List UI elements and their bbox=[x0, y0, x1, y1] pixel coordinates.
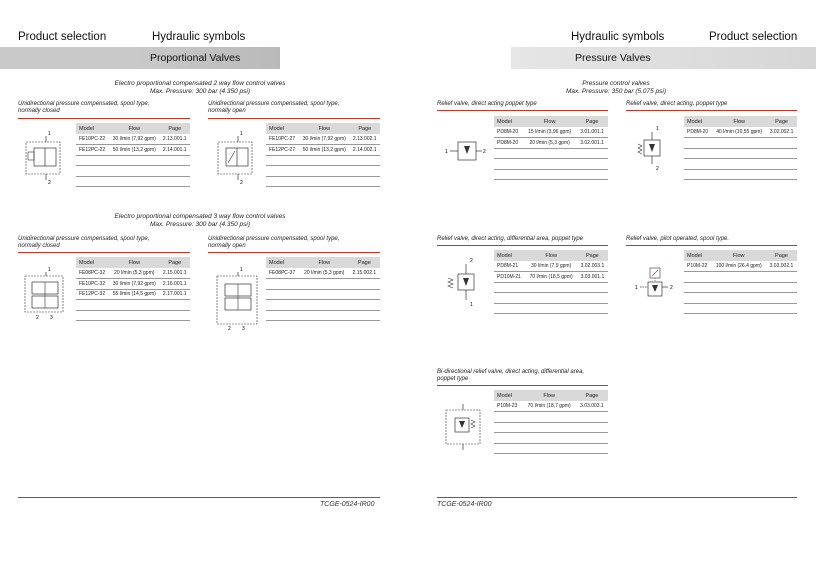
cell-page: 2.17.001.1 bbox=[160, 289, 191, 300]
cell-flow: 15 l/min (3,96 gpm) bbox=[523, 127, 576, 138]
col-flow: Flow bbox=[523, 116, 576, 127]
table-row bbox=[76, 134, 190, 145]
rblock1-title bbox=[437, 101, 617, 108]
col-flow: Flow bbox=[109, 257, 159, 268]
cell-model: FE08PC-37 bbox=[266, 268, 300, 279]
table-row bbox=[494, 127, 608, 138]
col-model: Model bbox=[684, 250, 712, 261]
rblock5-redline bbox=[437, 385, 608, 386]
rblock1-title-l1: Relief valve, direct acting poppet type bbox=[437, 101, 537, 107]
cell-page: 3.03.003.1 bbox=[576, 401, 608, 412]
cell-flow: 50 l/min (13,2 gpm) bbox=[109, 145, 159, 156]
table-row bbox=[266, 145, 380, 156]
table-row bbox=[494, 303, 608, 314]
svg-text:2: 2 bbox=[48, 180, 51, 185]
col-flow: Flow bbox=[300, 257, 349, 268]
col-flow: Flow bbox=[712, 116, 766, 127]
table-row bbox=[684, 272, 797, 283]
valve-symbol-icon bbox=[214, 266, 260, 332]
col-model: Model bbox=[494, 390, 523, 401]
col-page: Page bbox=[577, 250, 608, 261]
right-bar-label: Pressure Valves bbox=[575, 52, 651, 64]
cell-model: FE10PC-22 bbox=[76, 134, 109, 145]
table-row bbox=[494, 293, 608, 304]
table-row bbox=[266, 166, 380, 177]
valve-symbol-icon bbox=[22, 130, 66, 185]
cell-page: 2.14.002.1 bbox=[350, 145, 381, 156]
cell-model: PD8M-20 bbox=[494, 127, 523, 138]
cell-model: P10M-22 bbox=[684, 261, 712, 272]
rblock4-title bbox=[626, 236, 806, 243]
bidirectional-relief-valve-icon bbox=[443, 402, 483, 452]
rblock1-table bbox=[494, 116, 608, 180]
table-row bbox=[76, 145, 190, 156]
table-row bbox=[494, 433, 608, 444]
cell-flow: 20 l/min (5,3 gpm) bbox=[109, 268, 159, 279]
table-row bbox=[494, 261, 608, 272]
cell-flow: 55 l/min (14,5 gpm) bbox=[109, 289, 159, 300]
left-footer-line bbox=[18, 497, 380, 498]
relief-valve-icon bbox=[442, 256, 482, 310]
block4-title-l1: Unidirectional pressure compensated, spool type, bbox=[208, 236, 340, 242]
rblock2-table bbox=[684, 116, 797, 180]
svg-text:3: 3 bbox=[242, 326, 245, 332]
table-row bbox=[76, 166, 190, 177]
col-page: Page bbox=[766, 250, 797, 261]
cell-model: PD10M-21 bbox=[494, 272, 525, 283]
table-row bbox=[684, 159, 797, 170]
rblock2-redline bbox=[626, 110, 797, 111]
col-page: Page bbox=[350, 123, 381, 134]
table-row bbox=[684, 169, 797, 180]
rblock2-title-l1: Relief valve, direct acting, poppet type bbox=[626, 101, 728, 107]
col-flow: Flow bbox=[109, 123, 159, 134]
section1-title bbox=[60, 80, 340, 96]
block4-title bbox=[208, 236, 388, 250]
table-row bbox=[494, 272, 608, 283]
col-page: Page bbox=[766, 116, 797, 127]
table-row bbox=[494, 148, 608, 159]
valve-symbol-icon bbox=[214, 130, 258, 185]
rblock3-title-l1: Relief valve, direct acting, differential area, poppet type bbox=[437, 236, 584, 242]
block2-redline bbox=[208, 118, 380, 119]
col-flow: Flow bbox=[299, 123, 349, 134]
cell-flow: 70 l/min (18,7 gpm) bbox=[523, 401, 576, 412]
block1-table bbox=[76, 123, 190, 187]
cell-page: 2.15.002.1 bbox=[349, 268, 380, 279]
pilot-relief-valve-icon bbox=[632, 264, 678, 304]
table-row bbox=[494, 169, 608, 180]
table-row bbox=[494, 412, 608, 423]
rblock5-title bbox=[437, 369, 617, 383]
left-header-product-selection: Product selection bbox=[18, 31, 107, 43]
col-page: Page bbox=[576, 390, 608, 401]
cell-model: PD8M-21 bbox=[494, 261, 525, 272]
cell-page: 2.15.001.1 bbox=[160, 268, 191, 279]
table-row bbox=[684, 148, 797, 159]
rblock3-title bbox=[437, 236, 617, 243]
cell-page: 3.01.001.1 bbox=[576, 127, 608, 138]
right-header-product-selection: Product selection bbox=[709, 31, 798, 43]
cell-model: P10M-23 bbox=[494, 401, 523, 412]
col-model: Model bbox=[76, 257, 109, 268]
table-row bbox=[684, 261, 797, 272]
svg-text:1: 1 bbox=[470, 302, 473, 308]
svg-text:2: 2 bbox=[670, 285, 673, 291]
cell-page: 3.03.001.1 bbox=[577, 272, 608, 283]
block2-title-l1: Unidirectional pressure compensated, spool type, bbox=[208, 101, 340, 107]
table-row bbox=[266, 268, 380, 279]
block3-redline bbox=[18, 252, 190, 253]
block4-table bbox=[266, 257, 380, 321]
block3-table bbox=[76, 257, 190, 321]
col-page: Page bbox=[160, 257, 191, 268]
cell-model: FE12PC-27 bbox=[266, 145, 299, 156]
table-row bbox=[76, 289, 190, 300]
right-header-hydraulic-symbols: Hydraulic symbols bbox=[571, 31, 665, 43]
block1-title-l2: normally closed bbox=[18, 108, 60, 114]
table-row bbox=[76, 155, 190, 166]
table-row bbox=[684, 293, 797, 304]
cell-model: FE10PC-27 bbox=[266, 134, 299, 145]
table-row bbox=[684, 138, 797, 149]
col-flow: Flow bbox=[523, 390, 576, 401]
table-row bbox=[76, 310, 190, 321]
col-flow: Flow bbox=[525, 250, 577, 261]
table-row bbox=[76, 176, 190, 187]
svg-text:2: 2 bbox=[228, 326, 231, 332]
table-row bbox=[494, 401, 608, 412]
section1-pressure: Max. Pressure: 300 bar (4.350 psi) bbox=[149, 88, 251, 95]
rblock5-title-l1: Bi-directional relief valve, direct acting, differential area, bbox=[437, 369, 585, 375]
table-row bbox=[266, 155, 380, 166]
cell-page: 2.16.001.1 bbox=[160, 279, 191, 290]
rblock5-title-l2: poppet type bbox=[437, 376, 469, 382]
table-row bbox=[266, 279, 380, 290]
col-page: Page bbox=[349, 257, 380, 268]
svg-text:2: 2 bbox=[656, 166, 659, 172]
cell-model: FE12PC-22 bbox=[76, 145, 109, 156]
svg-text:2: 2 bbox=[240, 180, 243, 185]
cell-flow: 30 l/min (7,92 gpm) bbox=[109, 279, 159, 290]
col-page: Page bbox=[160, 123, 191, 134]
table-row bbox=[494, 443, 608, 454]
col-model: Model bbox=[494, 250, 525, 261]
relief-valve-icon bbox=[634, 124, 668, 174]
rblock3-table bbox=[494, 250, 608, 314]
rblock2-title bbox=[626, 101, 806, 108]
svg-text:1: 1 bbox=[656, 126, 659, 132]
col-flow: Flow bbox=[712, 250, 766, 261]
svg-text:1: 1 bbox=[240, 267, 243, 273]
cell-model: FE12PC-32 bbox=[76, 289, 109, 300]
cell-flow: 70 l/min (18,5 gpm) bbox=[525, 272, 577, 283]
cell-flow: 100 l/min (26,4 gpm) bbox=[712, 261, 766, 272]
table-row bbox=[266, 300, 380, 311]
block2-title bbox=[208, 101, 388, 115]
svg-text:1: 1 bbox=[48, 131, 51, 137]
rblock3-redline bbox=[437, 245, 608, 246]
table-row bbox=[494, 422, 608, 433]
col-model: Model bbox=[684, 116, 712, 127]
relief-valve-icon bbox=[444, 136, 490, 166]
svg-text:1: 1 bbox=[445, 149, 448, 155]
cell-flow: 20 l/min (5,3 gpm) bbox=[523, 138, 576, 149]
svg-text:1: 1 bbox=[240, 131, 243, 137]
right-footer-line bbox=[437, 497, 797, 498]
right-section-bar bbox=[511, 47, 816, 69]
left-footer-code: TCGE-0524-IR00 bbox=[320, 501, 375, 508]
left-bar-label: Proportional Valves bbox=[150, 52, 241, 64]
section2-pressure: Max. Pressure: 300 bar (4.350 psi) bbox=[149, 221, 251, 228]
block1-title-l1: Unidirectional pressure compensated, spool type, bbox=[18, 101, 150, 107]
section2-title bbox=[60, 213, 340, 229]
svg-text:2: 2 bbox=[470, 258, 473, 264]
block3-title-l1: Unidirectional pressure compensated, spool type, bbox=[18, 236, 150, 242]
block3-title-l2: normally closed bbox=[18, 243, 60, 249]
table-row bbox=[684, 127, 797, 138]
left-header-hydraulic-symbols: Hydraulic symbols bbox=[152, 31, 246, 43]
block1-redline bbox=[18, 118, 190, 119]
table-row bbox=[76, 268, 190, 279]
right-section-pressure: Max. Pressure: 350 bar (5.075 psi) bbox=[565, 88, 667, 95]
section2-title-text: Electro proportional compensated 3 way flow control valves bbox=[114, 213, 286, 220]
cell-flow: 30 l/min (7,92 gpm) bbox=[299, 134, 349, 145]
svg-text:2: 2 bbox=[483, 149, 486, 155]
right-section-title bbox=[476, 80, 756, 96]
table-row bbox=[76, 279, 190, 290]
rblock4-table bbox=[684, 250, 797, 314]
cell-model: FE10PC-32 bbox=[76, 279, 109, 290]
col-model: Model bbox=[494, 116, 523, 127]
col-model: Model bbox=[266, 123, 299, 134]
rblock1-redline bbox=[437, 110, 608, 111]
col-model: Model bbox=[266, 257, 300, 268]
cell-page: 2.14.001.1 bbox=[160, 145, 191, 156]
table-row bbox=[684, 303, 797, 314]
table-row bbox=[266, 134, 380, 145]
valve-symbol-icon bbox=[22, 266, 68, 320]
block1-title bbox=[18, 101, 198, 115]
cell-model: PD8M-20 bbox=[684, 127, 712, 138]
table-row bbox=[266, 310, 380, 321]
cell-model: FE08PC-32 bbox=[76, 268, 109, 279]
block4-title-l2: normally open bbox=[208, 243, 246, 249]
svg-text:2: 2 bbox=[36, 315, 39, 320]
svg-text:3: 3 bbox=[50, 315, 53, 320]
cell-model: PD8M-20 bbox=[494, 138, 523, 149]
cell-flow: 50 l/min (13,2 gpm) bbox=[299, 145, 349, 156]
cell-page: 3.02.002.1 bbox=[766, 127, 797, 138]
cell-page: 3.03.002.1 bbox=[766, 261, 797, 272]
col-model: Model bbox=[76, 123, 109, 134]
table-row bbox=[266, 176, 380, 187]
rblock5-table bbox=[494, 390, 608, 454]
block2-table bbox=[266, 123, 380, 187]
cell-flow: 30 l/min (7,9 gpm) bbox=[525, 261, 577, 272]
cell-page: 3.02.003.1 bbox=[577, 261, 608, 272]
block4-redline bbox=[208, 252, 380, 253]
cell-page: 2.13.001.1 bbox=[160, 134, 191, 145]
block3-title bbox=[18, 236, 198, 250]
table-row bbox=[494, 282, 608, 293]
cell-page: 2.13.002.1 bbox=[350, 134, 381, 145]
rblock4-redline bbox=[626, 245, 797, 246]
cell-flow: 30 l/min (7,92 gpm) bbox=[109, 134, 159, 145]
right-footer-code: TCGE-0524-IR00 bbox=[437, 501, 492, 508]
right-section-title-text: Pressure control valves bbox=[582, 80, 650, 87]
table-row bbox=[494, 138, 608, 149]
cell-page: 3.02.001.1 bbox=[576, 138, 608, 149]
svg-text:1: 1 bbox=[635, 285, 638, 291]
table-row bbox=[494, 159, 608, 170]
cell-flow: 20 l/min (5,3 gpm) bbox=[300, 268, 349, 279]
rblock4-title-l1: Relief valve, pilot operated, spool type. bbox=[626, 236, 730, 242]
table-row bbox=[684, 282, 797, 293]
table-row bbox=[266, 289, 380, 300]
cell-flow: 40 l/min (10,55 gpm) bbox=[712, 127, 766, 138]
section1-title-text: Electro proportional compensated 2 way flow control valves bbox=[114, 80, 286, 87]
svg-text:1: 1 bbox=[48, 267, 51, 273]
block2-title-l2: normally open bbox=[208, 108, 246, 114]
col-page: Page bbox=[576, 116, 608, 127]
table-row bbox=[76, 300, 190, 311]
